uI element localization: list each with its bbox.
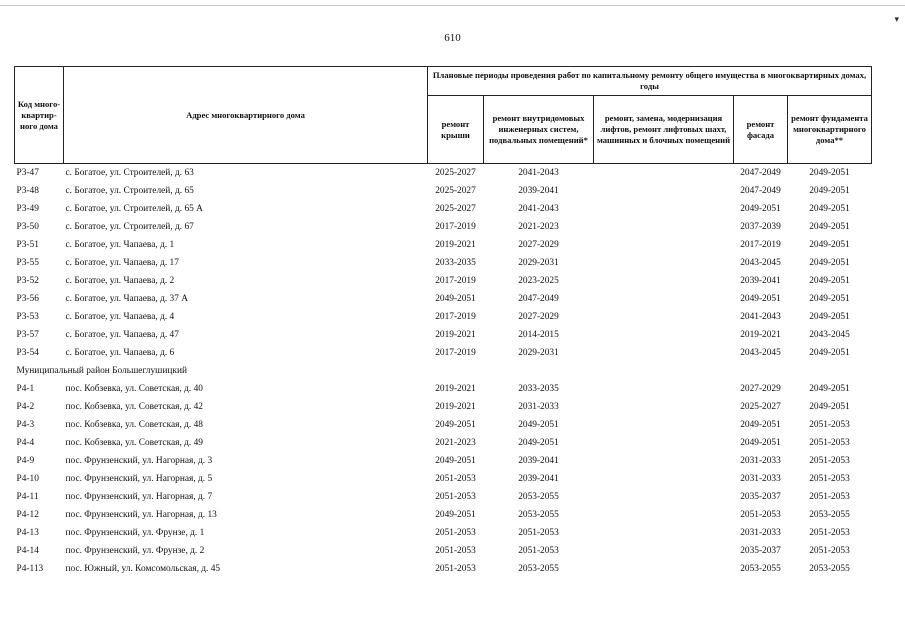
table-row — [15, 182, 872, 200]
cell-foundation: 2049-2051 — [809, 384, 850, 394]
cell-facade: 2031-2033 — [740, 456, 781, 466]
cell-lifts — [594, 200, 734, 218]
header-lifts: ремонт, замена, модернизация лифтов, ремонт лифтовых шахт, машинных и блочных помещений — [594, 96, 734, 164]
cell-code: Р4-11 — [16, 492, 39, 502]
cell-lifts — [594, 182, 734, 200]
cell-foundation: 2051-2053 — [809, 492, 850, 502]
cell-facade: 2017-2019 — [740, 240, 781, 250]
cell-address: пос. Фрунзенский, ул. Фрунзе, д. 2 — [65, 546, 205, 556]
cell-code: Р4-13 — [16, 528, 39, 538]
cell-foundation: 2051-2053 — [809, 420, 850, 430]
cell-lifts — [594, 326, 734, 344]
cell-systems: 2053-2055 — [518, 510, 559, 520]
repair-schedule-table — [14, 66, 872, 578]
cell-code: Р3-50 — [16, 222, 39, 232]
table-body-section-a — [15, 164, 872, 363]
cell-code: Р4-1 — [16, 384, 35, 394]
cell-roof: 2051-2053 — [435, 528, 476, 538]
cell-systems: 2053-2055 — [518, 492, 559, 502]
header-roof: ремонт крыши — [428, 96, 484, 164]
cell-roof: 2025-2027 — [435, 186, 476, 196]
cell-roof: 2017-2019 — [435, 222, 476, 232]
cell-lifts — [594, 254, 734, 272]
cell-lifts — [594, 380, 734, 398]
table-row — [15, 236, 872, 254]
corner-marker-icon: ▾ — [894, 14, 899, 24]
header-foundation: ремонт фундамента многоквартирного дома** — [788, 96, 872, 164]
cell-roof: 2049-2051 — [435, 456, 476, 466]
cell-systems: 2051-2053 — [518, 546, 559, 556]
district-label: Муниципальный район Большеглушицкий — [16, 366, 188, 376]
cell-address: с. Богатое, ул. Чапаева, д. 4 — [65, 312, 175, 322]
table-row — [15, 380, 872, 398]
cell-roof: 2021-2023 — [435, 438, 476, 448]
cell-systems: 2041-2043 — [518, 204, 559, 214]
cell-code: Р4-113 — [16, 564, 44, 574]
table-row — [15, 254, 872, 272]
table-row — [15, 344, 872, 362]
cell-foundation: 2051-2053 — [809, 456, 850, 466]
cell-foundation: 2049-2051 — [809, 168, 850, 178]
cell-address: с. Богатое, ул. Чапаева, д. 37 А — [65, 294, 189, 304]
cell-foundation: 2049-2051 — [809, 222, 850, 232]
cell-roof: 2049-2051 — [435, 294, 476, 304]
cell-lifts — [594, 164, 734, 183]
cell-systems: 2021-2023 — [518, 222, 559, 232]
cell-systems: 2014-2015 — [518, 330, 559, 340]
cell-code: Р3-51 — [16, 240, 39, 250]
table-row — [15, 326, 872, 344]
cell-systems: 2049-2051 — [518, 438, 559, 448]
cell-lifts — [594, 470, 734, 488]
table-row — [15, 542, 872, 560]
cell-code: Р3-47 — [16, 168, 39, 178]
cell-roof: 2017-2019 — [435, 276, 476, 286]
cell-code: Р3-56 — [16, 294, 39, 304]
cell-roof: 2049-2051 — [435, 420, 476, 430]
table-row — [15, 434, 872, 452]
cell-address: пос. Фрунзенский, ул. Фрунзе, д. 1 — [65, 528, 205, 538]
cell-code: Р3-57 — [16, 330, 39, 340]
table-row — [15, 470, 872, 488]
table-row — [15, 560, 872, 578]
cell-code: Р3-53 — [16, 312, 39, 322]
table-row — [15, 506, 872, 524]
header-systems: ремонт внутридомовых инженерных систем, подвальных помещений* — [484, 96, 594, 164]
cell-lifts — [594, 236, 734, 254]
cell-foundation: 2051-2053 — [809, 546, 850, 556]
cell-foundation: 2051-2053 — [809, 528, 850, 538]
cell-facade: 2049-2051 — [740, 204, 781, 214]
cell-address: с. Богатое, ул. Строителей, д. 63 — [65, 168, 194, 178]
cell-roof: 2049-2051 — [435, 510, 476, 520]
cell-code: Р4-10 — [16, 474, 39, 484]
cell-roof: 2017-2019 — [435, 348, 476, 358]
cell-lifts — [594, 290, 734, 308]
cell-code: Р4-12 — [16, 510, 39, 520]
cell-code: Р3-52 — [16, 276, 39, 286]
cell-address: пос. Фрунзенский, ул. Нагорная, д. 5 — [65, 474, 213, 484]
cell-roof: 2033-2035 — [435, 258, 476, 268]
cell-address: пос. Кобзевка, ул. Советская, д. 40 — [65, 384, 203, 394]
cell-systems: 2033-2035 — [518, 384, 559, 394]
cell-facade: 2035-2037 — [740, 492, 781, 502]
cell-facade: 2047-2049 — [740, 168, 781, 178]
cell-address: пос. Кобзевка, ул. Советская, д. 42 — [65, 402, 203, 412]
cell-foundation: 2043-2045 — [809, 330, 850, 340]
cell-code: Р3-55 — [16, 258, 39, 268]
cell-code: Р4-14 — [16, 546, 39, 556]
cell-address: с. Богатое, ул. Строителей, д. 65 — [65, 186, 194, 196]
cell-foundation: 2049-2051 — [809, 402, 850, 412]
header-address: Адрес многоквартирного дома — [64, 67, 428, 164]
cell-systems: 2027-2029 — [518, 240, 559, 250]
cell-roof: 2025-2027 — [435, 204, 476, 214]
cell-systems: 2047-2049 — [518, 294, 559, 304]
cell-code: Р3-49 — [16, 204, 39, 214]
header-facade: ремонт фасада — [734, 96, 788, 164]
cell-facade: 2049-2051 — [740, 294, 781, 304]
cell-foundation: 2049-2051 — [809, 204, 850, 214]
table-row — [15, 272, 872, 290]
cell-systems: 2039-2041 — [518, 186, 559, 196]
table-body-section-b — [15, 380, 872, 578]
cell-facade: 2019-2021 — [740, 330, 781, 340]
cell-lifts — [594, 452, 734, 470]
cell-lifts — [594, 398, 734, 416]
cell-address: пос. Фрунзенский, ул. Нагорная, д. 3 — [65, 456, 213, 466]
cell-facade: 2039-2041 — [740, 276, 781, 286]
cell-address: пос. Кобзевка, ул. Советская, д. 48 — [65, 420, 203, 430]
cell-systems: 2031-2033 — [518, 402, 559, 412]
cell-facade: 2053-2055 — [740, 564, 781, 574]
table-row — [15, 398, 872, 416]
cell-roof: 2051-2053 — [435, 474, 476, 484]
cell-facade: 2027-2029 — [740, 384, 781, 394]
table-row — [15, 416, 872, 434]
cell-systems: 2039-2041 — [518, 456, 559, 466]
table-row — [15, 524, 872, 542]
header-group-title: Плановые периоды проведения работ по капитальному ремонту общего имущества в многоквартирных домах, годы — [428, 67, 872, 96]
cell-address: пос. Фрунзенский, ул. Нагорная, д. 7 — [65, 492, 213, 502]
cell-address: с. Богатое, ул. Чапаева, д. 17 — [65, 258, 179, 268]
cell-facade: 2041-2043 — [740, 312, 781, 322]
cell-lifts — [594, 542, 734, 560]
cell-foundation: 2051-2053 — [809, 474, 850, 484]
table-row — [15, 218, 872, 236]
cell-roof: 2051-2053 — [435, 546, 476, 556]
cell-address: с. Богатое, ул. Строителей, д. 67 — [65, 222, 194, 232]
table-row — [15, 308, 872, 326]
table-row — [15, 164, 872, 183]
cell-address: с. Богатое, ул. Чапаева, д. 1 — [65, 240, 175, 250]
cell-roof: 2019-2021 — [435, 384, 476, 394]
cell-systems: 2023-2025 — [518, 276, 559, 286]
cell-facade: 2049-2051 — [740, 420, 781, 430]
district-row — [15, 362, 872, 380]
cell-facade: 2043-2045 — [740, 258, 781, 268]
cell-address: пос. Кобзевка, ул. Советская, д. 49 — [65, 438, 203, 448]
cell-code: Р4-9 — [16, 456, 35, 466]
cell-facade: 2031-2033 — [740, 474, 781, 484]
cell-code: Р4-4 — [16, 438, 35, 448]
table-row — [15, 200, 872, 218]
cell-lifts — [594, 218, 734, 236]
table-row — [15, 290, 872, 308]
table-row — [15, 452, 872, 470]
cell-code: Р3-48 — [16, 186, 39, 196]
cell-systems: 2053-2055 — [518, 564, 559, 574]
cell-systems: 2049-2051 — [518, 420, 559, 430]
cell-foundation: 2049-2051 — [809, 276, 850, 286]
table-row — [15, 488, 872, 506]
cell-lifts — [594, 524, 734, 542]
cell-foundation: 2049-2051 — [809, 348, 850, 358]
cell-code: Р4-2 — [16, 402, 35, 412]
cell-foundation: 2049-2051 — [809, 294, 850, 304]
cell-foundation: 2049-2051 — [809, 258, 850, 268]
cell-foundation: 2049-2051 — [809, 240, 850, 250]
cell-lifts — [594, 416, 734, 434]
header-code: Код много-квартир-ного дома — [15, 67, 64, 164]
cell-lifts — [594, 488, 734, 506]
cell-systems: 2051-2053 — [518, 528, 559, 538]
cell-lifts — [594, 560, 734, 578]
cell-facade: 2047-2049 — [740, 186, 781, 196]
cell-roof: 2017-2019 — [435, 312, 476, 322]
cell-foundation: 2051-2053 — [809, 438, 850, 448]
cell-foundation: 2049-2051 — [809, 312, 850, 322]
cell-systems: 2029-2031 — [518, 258, 559, 268]
cell-code: Р3-54 — [16, 348, 39, 358]
cell-address: с. Богатое, ул. Строителей, д. 65 А — [65, 204, 203, 214]
cell-facade: 2043-2045 — [740, 348, 781, 358]
cell-foundation: 2053-2055 — [809, 564, 850, 574]
cell-roof: 2025-2027 — [435, 168, 476, 178]
cell-address: с. Богатое, ул. Чапаева, д. 6 — [65, 348, 175, 358]
page-number: 610 — [444, 32, 461, 44]
cell-roof: 2019-2021 — [435, 402, 476, 412]
cell-address: с. Богатое, ул. Чапаева, д. 47 — [65, 330, 179, 340]
cell-lifts — [594, 344, 734, 362]
cell-facade: 2035-2037 — [740, 546, 781, 556]
cell-lifts — [594, 308, 734, 326]
cell-systems: 2041-2043 — [518, 168, 559, 178]
table-body-district — [15, 362, 872, 380]
cell-systems: 2027-2029 — [518, 312, 559, 322]
top-border-line — [0, 5, 905, 6]
cell-address: пос. Фрунзенский, ул. Нагорная, д. 13 — [65, 510, 217, 520]
cell-address: с. Богатое, ул. Чапаева, д. 2 — [65, 276, 175, 286]
cell-lifts — [594, 506, 734, 524]
cell-facade: 2031-2033 — [740, 528, 781, 538]
cell-foundation: 2049-2051 — [809, 186, 850, 196]
cell-roof: 2051-2053 — [435, 492, 476, 502]
cell-foundation: 2053-2055 — [809, 510, 850, 520]
cell-systems: 2029-2031 — [518, 348, 559, 358]
cell-systems: 2039-2041 — [518, 474, 559, 484]
cell-roof: 2019-2021 — [435, 240, 476, 250]
cell-facade: 2051-2053 — [740, 510, 781, 520]
cell-facade: 2049-2051 — [740, 438, 781, 448]
cell-roof: 2051-2053 — [435, 564, 476, 574]
cell-lifts — [594, 434, 734, 452]
cell-code: Р4-3 — [16, 420, 35, 430]
cell-roof: 2019-2021 — [435, 330, 476, 340]
cell-lifts — [594, 272, 734, 290]
cell-address: пос. Южный, ул. Комсомольская, д. 45 — [65, 564, 221, 574]
cell-facade: 2025-2027 — [740, 402, 781, 412]
cell-facade: 2037-2039 — [740, 222, 781, 232]
